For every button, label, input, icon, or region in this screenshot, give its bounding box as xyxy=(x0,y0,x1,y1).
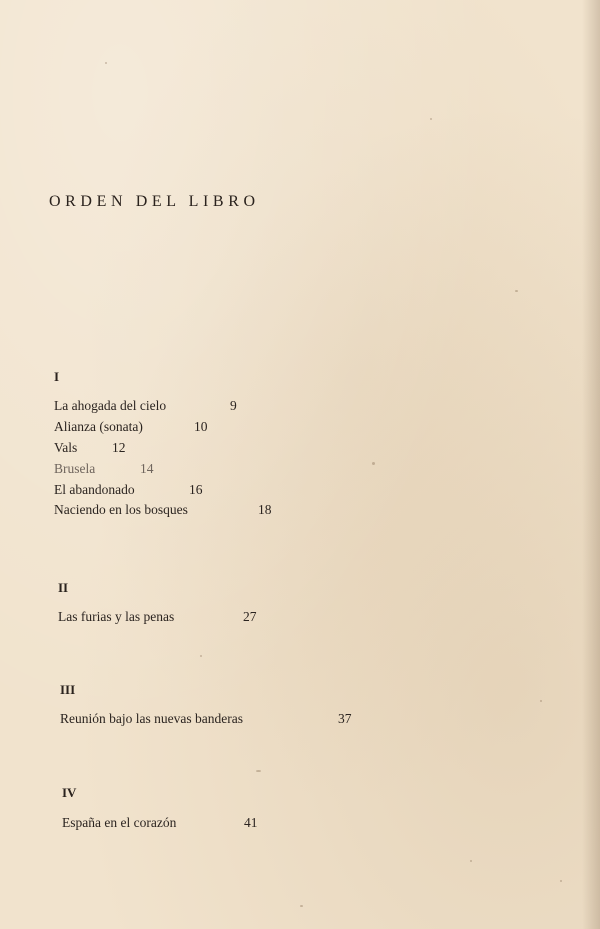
toc-entry xyxy=(54,398,237,414)
section-number: I xyxy=(54,369,60,384)
toc-entry-page: 27 xyxy=(243,609,257,624)
toc-entry xyxy=(60,711,352,727)
toc-entry-title: La ahogada del cielo xyxy=(54,398,167,413)
toc-entry-title: Vals xyxy=(54,440,78,455)
toc-entry-page: 37 xyxy=(338,711,352,726)
toc-entry-title: Reunión bajo las nuevas banderas xyxy=(60,711,243,726)
toc-entry-title: Brusela xyxy=(54,461,96,476)
toc-entry-title: El abandonado xyxy=(54,482,135,497)
toc-entry xyxy=(54,419,208,435)
paper-speck xyxy=(300,905,303,907)
toc-entry-title: España en el corazón xyxy=(62,815,177,830)
section-number: III xyxy=(60,682,76,697)
toc-entry-title: Naciendo en los bosques xyxy=(54,502,188,517)
paper-speck xyxy=(200,655,202,657)
paper-speck xyxy=(560,880,562,882)
toc-entry-title: Alianza (sonata) xyxy=(54,419,143,434)
section-number: IV xyxy=(62,785,77,800)
toc-entry-page: 14 xyxy=(140,461,154,476)
paper-speck xyxy=(105,62,107,64)
toc-entry-page: 12 xyxy=(112,440,126,455)
toc-entry-page: 10 xyxy=(194,419,208,434)
toc-entry xyxy=(54,502,272,518)
toc-entry xyxy=(58,609,257,625)
toc-entry xyxy=(62,815,258,831)
toc-entry-page: 16 xyxy=(189,482,203,497)
paper-speck xyxy=(430,118,432,120)
toc-entry xyxy=(54,482,203,498)
paper-speck xyxy=(540,700,542,702)
toc-entry xyxy=(54,440,126,456)
page-title: ORDEN DEL LIBRO xyxy=(49,193,260,210)
toc-entry xyxy=(54,461,154,477)
toc-entry-page: 41 xyxy=(244,815,258,830)
paper-speck xyxy=(470,860,472,862)
section-number: II xyxy=(58,580,69,595)
toc-entry-page: 9 xyxy=(230,398,237,413)
paper-speck xyxy=(256,770,261,772)
paper-speck xyxy=(372,462,375,465)
toc-entry-page: 18 xyxy=(258,502,272,517)
paper-speck xyxy=(515,290,518,292)
toc-entry-title: Las furias y las penas xyxy=(58,609,175,624)
page-edge-shadow xyxy=(582,0,600,929)
